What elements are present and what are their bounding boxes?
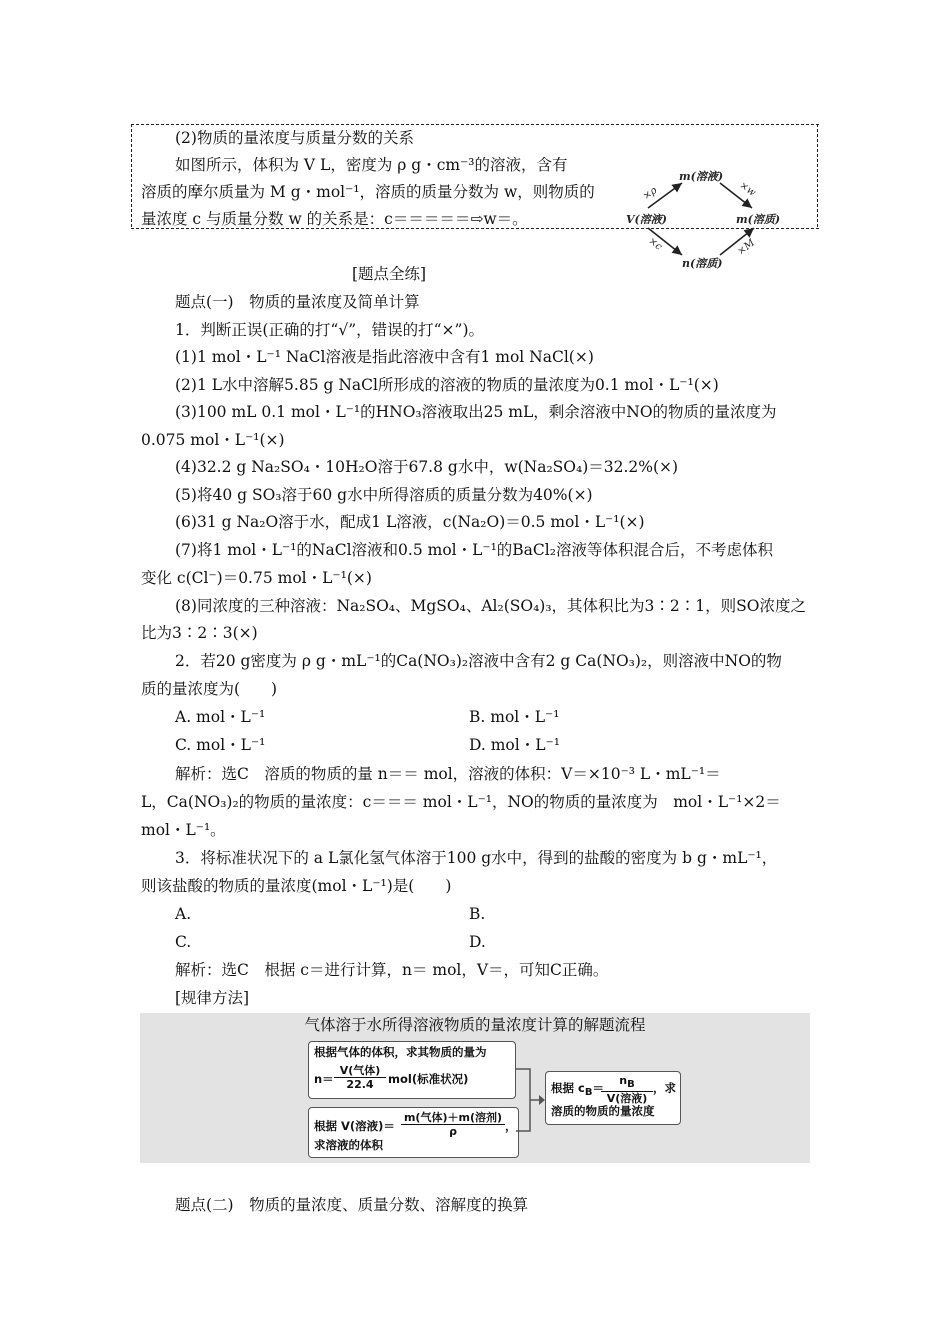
method-box-gas-amount bbox=[308, 1041, 516, 1099]
q1-item-5: (5)将40 g SO₃溶于60 g水中所得溶质的质量分数为40%(×) bbox=[175, 486, 593, 504]
method-box2-line2: 求溶液的体积 bbox=[314, 1138, 383, 1152]
method-box2-comma: ， bbox=[505, 1119, 517, 1133]
method-box2-numerator: m(气体)＋m(溶剂) bbox=[401, 1111, 505, 1125]
node-v-solution: V(溶液) bbox=[626, 213, 667, 226]
node-m-solution: m(溶液) bbox=[679, 170, 724, 183]
method-box2-denominator: ρ bbox=[449, 1125, 457, 1138]
edge-label-rho: ×ρ bbox=[641, 185, 660, 203]
method-box1-denominator: 22.4 bbox=[346, 1078, 374, 1091]
q1-item-7-cont: 变化 c(Cl⁻)＝0.75 mol・L⁻¹(×) bbox=[141, 569, 372, 587]
method-box3-numerator: nB bbox=[601, 1074, 653, 1092]
relation-diagram bbox=[620, 160, 820, 275]
q3-stem-line2: 则该盐酸的物质的量浓度(mol・L⁻¹)是( ) bbox=[141, 877, 452, 895]
q3-option-c: C. bbox=[175, 933, 192, 951]
relation-box-left-edge bbox=[131, 124, 132, 227]
practice-heading: [题点全练] bbox=[352, 265, 427, 283]
method-box1-numerator: V(气体) bbox=[334, 1064, 386, 1078]
q1-item-3: (3)100 mL 0.1 mol・L⁻¹的HNO₃溶液取出25 mL，剩余溶液中NO的物质的量浓度为 bbox=[175, 403, 777, 421]
q1-item-8: (8)同浓度的三种溶液：Na₂SO₄、MgSO₄、Al₂(SO₄)₃，其体积比为3∶2∶1，则SO浓度之 bbox=[175, 597, 806, 615]
q2-option-a: A. mol・L⁻¹ bbox=[175, 708, 266, 726]
edge-label-w: ×w bbox=[737, 180, 758, 199]
q1-item-7: (7)将1 mol・L⁻¹的NaCl溶液和0.5 mol・L⁻¹的BaCl₂溶液等体积混合后，不考虑体积 bbox=[175, 541, 773, 559]
method-box-concentration bbox=[545, 1071, 681, 1125]
topic1-heading: 题点(一) 物质的量浓度及简单计算 bbox=[175, 293, 420, 311]
q1-item-2: (2)1 L水中溶解5.85 g NaCl所形成的溶液的物质的量浓度为0.1 mol・L⁻¹(×) bbox=[175, 376, 719, 394]
method-box1-fraction bbox=[334, 1064, 386, 1091]
q1-item-6: (6)31 g Na₂O溶于水，配成1 L溶液，c(Na₂O)＝0.5 mol・L⁻¹(×) bbox=[175, 513, 645, 531]
q2-analysis-line3: mol・L⁻¹。 bbox=[141, 821, 226, 839]
relation-text-line1: 如图所示，体积为 V L，密度为 ρ g・cm⁻³的溶液，含有 bbox=[175, 156, 568, 174]
method-box2-fraction bbox=[401, 1111, 505, 1138]
relation-text-line2: 溶质的摩尔质量为 M g・mol⁻¹，溶质的质量分数为 w，则物质的 bbox=[141, 183, 595, 201]
method-box2-prefix: 根据 V(溶液)＝ bbox=[314, 1119, 395, 1133]
q2-stem-line2: 质的量浓度为( ) bbox=[141, 680, 278, 698]
method-box3-tail: ，求 bbox=[653, 1081, 676, 1095]
relation-heading: (2)物质的量浓度与质量分数的关系 bbox=[175, 129, 414, 147]
node-m-solute: m(溶质) bbox=[736, 213, 781, 226]
q2-analysis-line1: 解析：选C 溶质的物质的量 n＝＝ mol，溶液的体积：V＝×10⁻³ L・mL⁻¹＝ bbox=[175, 765, 721, 783]
node-n-solute: n(溶质) bbox=[682, 257, 723, 270]
q2-stem-line1: 2．若20 g密度为 ρ g・mL⁻¹的Ca(NO₃)₂溶液中含有2 g Ca(NO₃)₂，则溶液中NO的物 bbox=[175, 652, 782, 670]
q1-item-3-cont: 0.075 mol・L⁻¹(×) bbox=[141, 431, 285, 449]
method-box1-text: 根据气体的体积，求其物质的量为 bbox=[314, 1045, 487, 1059]
method-box3-denominator: V(溶液) bbox=[606, 1092, 648, 1105]
method-label: [规律方法] bbox=[175, 989, 250, 1007]
q3-option-d: D. bbox=[469, 933, 486, 951]
q1-item-8-cont: 比为3∶2∶3(×) bbox=[141, 624, 258, 642]
method-title: 气体溶于水所得溶液物质的量浓度计算的解题流程 bbox=[304, 1016, 646, 1034]
method-connector bbox=[516, 1063, 546, 1143]
method-box3-prefix: 根据 cB＝ bbox=[551, 1081, 604, 1098]
q3-stem-line1: 3．将标准状况下的 a L氯化氢气体溶于100 g水中，得到的盐酸的密度为 b g・mL⁻¹， bbox=[175, 849, 778, 867]
q3-option-b: B. bbox=[469, 905, 486, 923]
q2-analysis-line2: L，Ca(NO₃)₂的物质的量浓度：c＝＝＝ mol・L⁻¹，NO的物质的量浓度为 mol・L⁻¹×2＝ bbox=[141, 793, 781, 811]
method-box1-n: n＝ bbox=[314, 1072, 334, 1086]
edge-label-c: ×c bbox=[646, 235, 664, 253]
q2-option-b: B. mol・L⁻¹ bbox=[469, 708, 560, 726]
q2-option-d: D. mol・L⁻¹ bbox=[469, 736, 560, 754]
method-panel bbox=[140, 1013, 810, 1163]
relation-text-line3: 量浓度 c 与质量分数 w 的关系是：c＝＝＝＝＝⇨w＝。 bbox=[141, 210, 528, 228]
topic2-heading: 题点(二) 物质的量浓度、质量分数、溶解度的换算 bbox=[175, 1196, 529, 1214]
q3-analysis: 解析：选C 根据 c＝进行计算，n＝ mol，V＝，可知C正确。 bbox=[175, 961, 609, 979]
q3-option-a: A. bbox=[175, 905, 192, 923]
q1-item-4: (4)32.2 g Na₂SO₄・10H₂O溶于67.8 g水中，w(Na₂SO₄)＝32.2%(×) bbox=[175, 458, 679, 476]
method-box1-tail: mol(标准状况) bbox=[388, 1072, 469, 1086]
edge-label-m: ×M bbox=[735, 237, 758, 258]
q1-stem: 1．判断正误(正确的打“√”，错误的打“×”)。 bbox=[175, 321, 485, 339]
method-box3-fraction bbox=[601, 1074, 653, 1105]
method-box3-line2: 溶质的物质的量浓度 bbox=[551, 1104, 655, 1118]
method-box-solution-volume bbox=[308, 1107, 519, 1158]
q2-option-c: C. mol・L⁻¹ bbox=[175, 736, 266, 754]
q1-item-1: (1)1 mol・L⁻¹ NaCl溶液是指此溶液中含有1 mol NaCl(×) bbox=[175, 348, 594, 366]
